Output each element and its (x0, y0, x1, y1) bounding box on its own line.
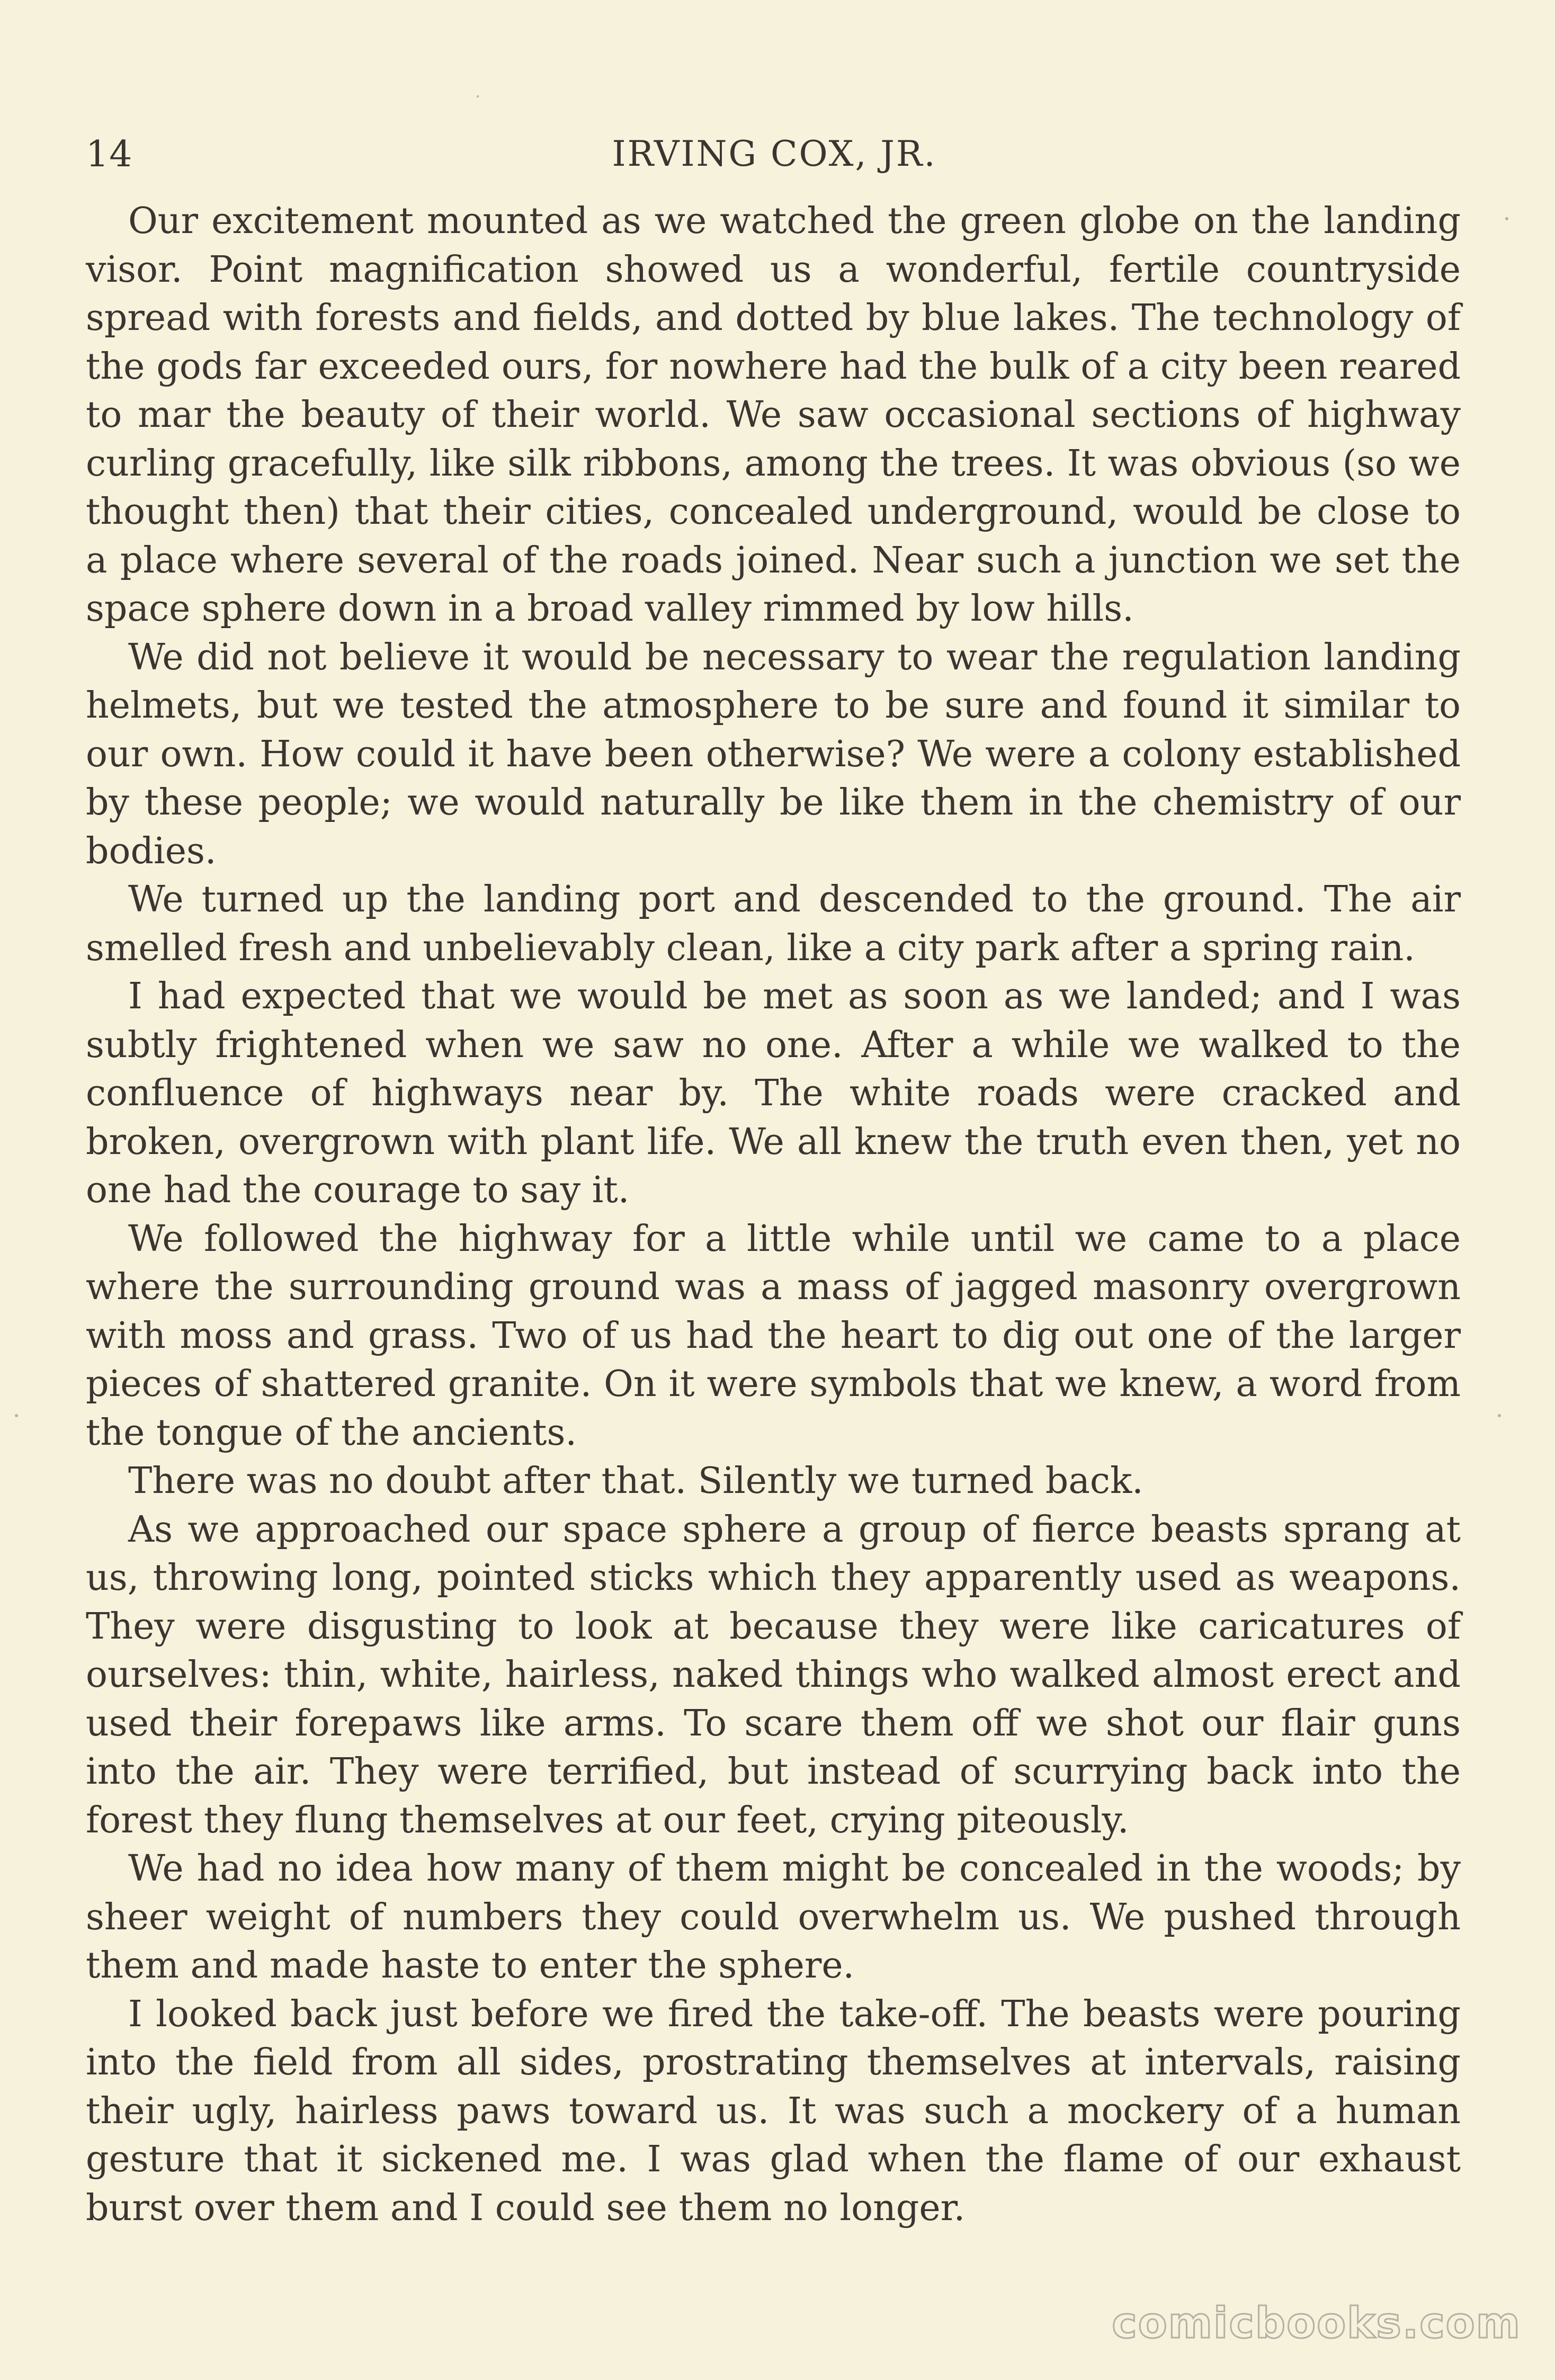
paragraph: We followed the highway for a little while until we came to a place where the surrounding ground was a mass of jagged masonry overgrown with moss and grass. Two of us had the heart to dig out one of the larger pieces of shattered granite. On it were symbols that we knew, a word from the tongue of the ancients. (86, 1218, 1461, 1454)
paragraph: Our excitement mounted as we watched the green globe on the landing visor. Point magnification showed us a wonderful, fertile countryside spread with forests and fields, and dotted by blue lakes. The technology of the gods far exceeded ours, for nowhere had the bulk of a city been reared to mar the beauty of their world. We saw occasional sections of highway curling gracefully, like silk ribbons, among the trees. It was obvious (so we thought then) that their cities, concealed underground, would be close to a place where several of the roads joined. Near such a junction we set the space sphere down in a broad valley rimmed by low hills. (86, 200, 1461, 630)
paragraph: We did not believe it would be necessary to wear the regulation landing helmets, but we tested the atmosphere to be sure and found it similar to our own. How could it have been otherwise? We were a colony established by these people; we would naturally be like them in the chemistry of our bodies. (86, 636, 1461, 872)
body-text (86, 197, 1461, 2232)
paper-speck (477, 95, 479, 97)
watermark-logo: comicbooks.com (1112, 2298, 1521, 2348)
paper-speck (15, 1414, 18, 1417)
paragraph: I looked back just before we fired the take-off. The beasts were pouring into the field from all sides, prostrating themselves at intervals, raising their ugly, hairless paws toward us. It was such a mockery of a human gesture that it sickened me. I was glad when the flame of our exhaust burst over them and I could see them no longer. (86, 1993, 1461, 2229)
page-header (86, 133, 1463, 192)
running-head: IRVING COX, JR. (612, 133, 937, 174)
paragraph: As we approached our space sphere a group of fierce beasts sprang at us, throwing long, pointed sticks which they apparently used as weapons. They were disgusting to look at because they were like caricatures of ourselves: thin, white, hairless, naked things who walked almost erect and used their forepaws like arms. To scare them off we shot our flair guns into the air. They were terrified, but instead of scurrying back into the forest they flung themselves at our feet, crying piteously. (86, 1508, 1461, 1841)
paragraph: There was no doubt after that. Silently we turned back. (128, 1460, 1143, 1502)
paragraph: We had no idea how many of them might be concealed in the woods; by sheer weight of numbers they could overwhelm us. We pushed through them and made haste to enter the sphere. (86, 1848, 1461, 1987)
page-number: 14 (86, 133, 133, 175)
paper-speck (1498, 1414, 1501, 1417)
paragraph: I had expected that we would be met as soon as we landed; and I was subtly frightened when we saw no one. After a while we walked to the confluence of highways near by. The white roads were cracked and broken, overgrown with plant life. We all knew the truth even then, yet no one had the courage to say it. (86, 976, 1461, 1211)
paper-speck (1505, 217, 1508, 220)
paragraph: We turned up the landing port and descended to the ground. The air smelled fresh and unbelievably clean, like a city park after a spring rain. (86, 879, 1461, 969)
